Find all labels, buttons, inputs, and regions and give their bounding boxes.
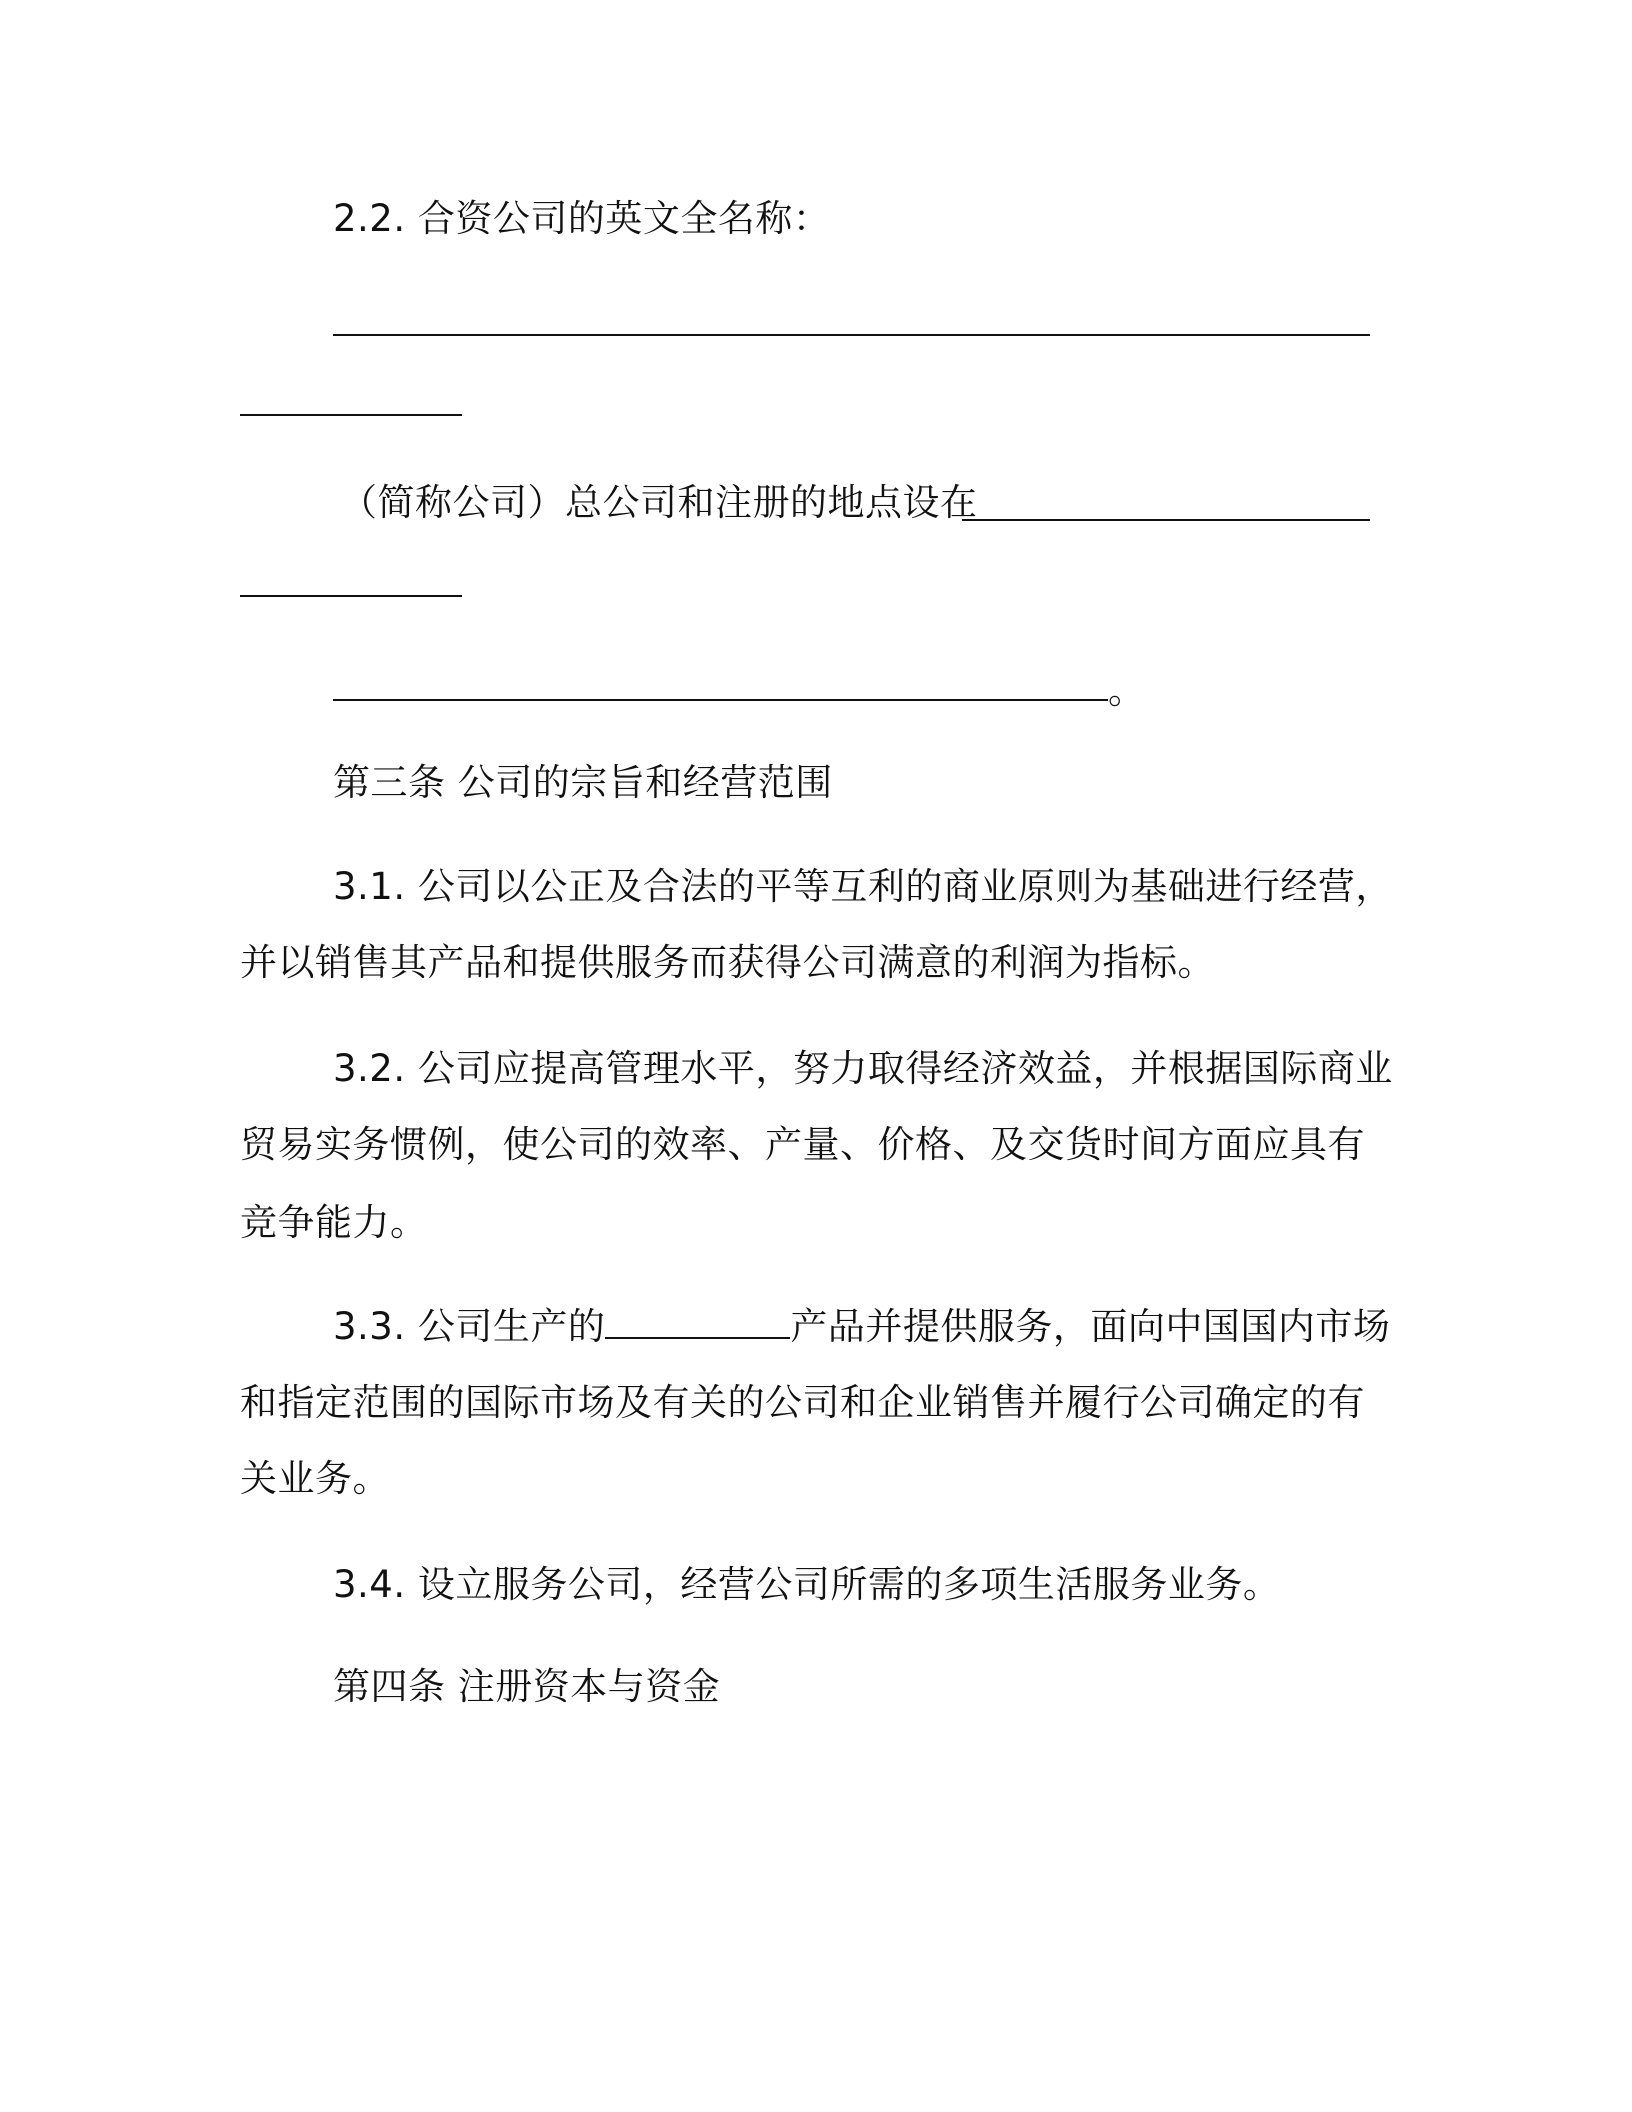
clause-3-3-line-1 xyxy=(333,1305,1391,1348)
clause-3-4: 3.4. 设立服务公司，经营公司所需的多项生活服务业务。 xyxy=(333,1563,1281,1606)
clause-3-2-line-2: 贸易实务惯例，使公司的效率、产量、价格、及交货时间方面应具有 xyxy=(240,1123,1365,1166)
blank-line-address-cont xyxy=(240,595,462,597)
blank-line-english-name-cont xyxy=(240,414,462,416)
blank-line-address-end xyxy=(333,699,1108,701)
clause-3-3-suffix: 产品并提供服务，面向中国国内市场 xyxy=(790,1305,1391,1348)
clause-3-1-line-2: 并以销售其产品和提供服务而获得公司满意的利润为指标。 xyxy=(240,941,1215,984)
clause-3-3-line-2: 和指定范围的国际市场及有关的公司和企业销售并履行公司确定的有 xyxy=(240,1381,1365,1424)
clause-3-2-line-3: 竞争能力。 xyxy=(240,1201,428,1244)
clause-3-3-prefix: 3.3. 公司生产的 xyxy=(333,1305,606,1348)
abbreviation-line: （简称公司）总公司和注册的地点设在 xyxy=(340,481,978,524)
clause-3-1-line-1: 3.1. 公司以公正及合法的平等互利的商业原则为基础进行经营， xyxy=(333,865,1393,908)
clause-3-3-line-3: 关业务。 xyxy=(240,1457,390,1500)
blank-line-product xyxy=(605,1336,790,1339)
article-4-heading: 第四条 注册资本与资金 xyxy=(333,1665,721,1708)
blank-line-english-name xyxy=(333,334,1370,336)
blank-line-address xyxy=(962,519,1370,521)
clause-2-2: 2.2. 合资公司的英文全名称： xyxy=(333,197,831,240)
period-mark: 。 xyxy=(1108,669,1146,712)
article-3-heading: 第三条 公司的宗旨和经营范围 xyxy=(333,761,833,804)
clause-3-2-line-1: 3.2. 公司应提高管理水平，努力取得经济效益，并根据国际商业 xyxy=(333,1047,1393,1090)
